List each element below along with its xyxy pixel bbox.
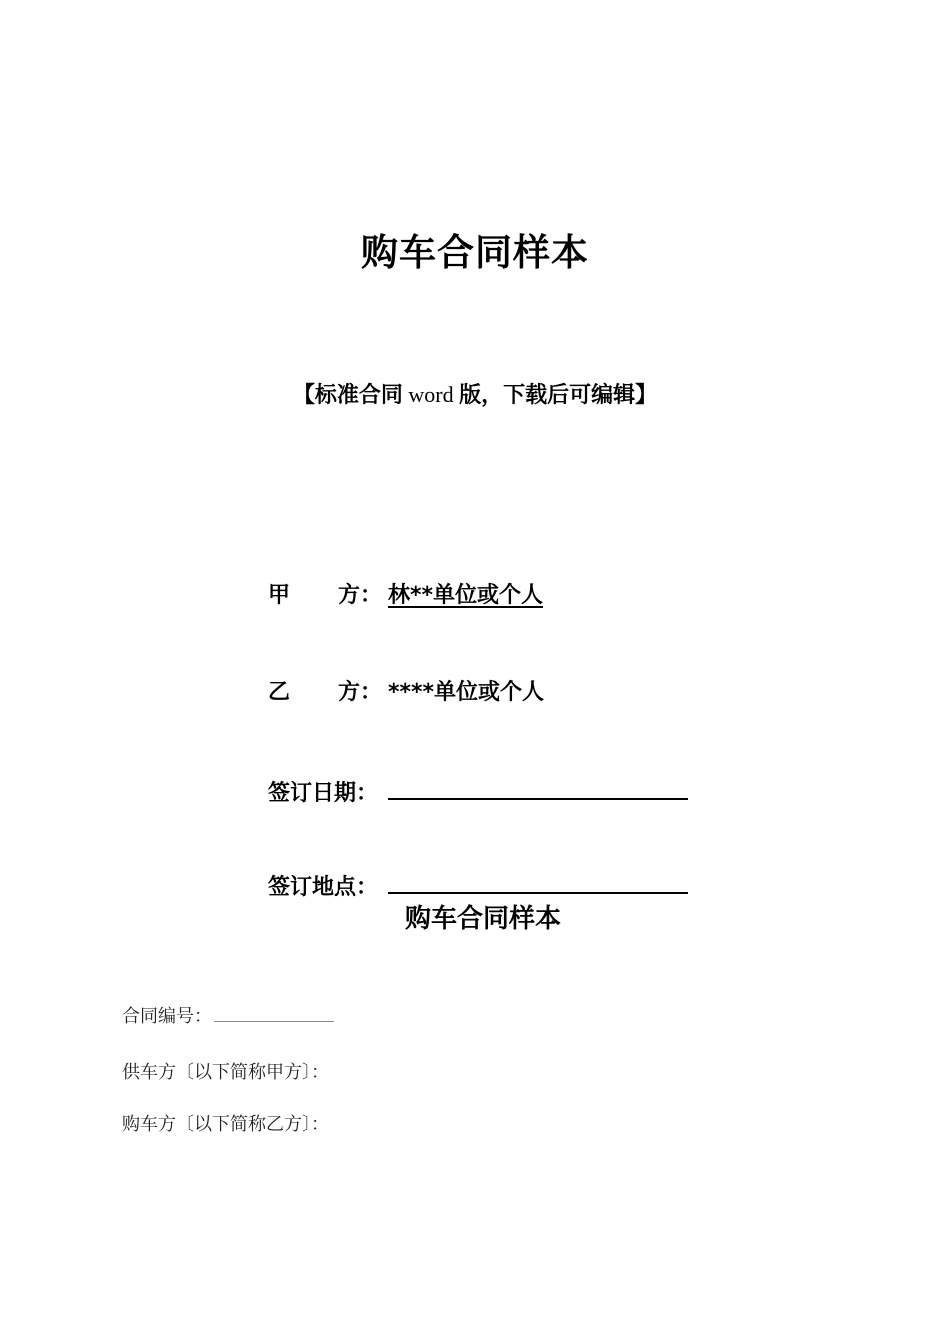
subtitle-prefix: 【标准合同: [292, 383, 403, 408]
sign-date-label: 签订日期：: [268, 781, 379, 806]
cover-title: 购车合同样本: [361, 231, 589, 274]
subtitle-word: word: [402, 382, 460, 407]
contract-number-line: [122, 1002, 334, 1028]
buyer-line: 购车方〔以下简称乙方〕：: [122, 1114, 329, 1135]
party-b-value: ****单位或个人: [388, 680, 545, 705]
contract-number-label: 合同编号：: [122, 1006, 212, 1027]
cover-subtitle: [0, 378, 950, 409]
sign-place-row: [268, 870, 688, 901]
seller-line: 供车方〔以下简称甲方〕：: [122, 1062, 329, 1083]
sign-date-blank[interactable]: [388, 776, 688, 800]
sign-place-blank[interactable]: [388, 870, 688, 894]
contract-number-blank[interactable]: [214, 1003, 334, 1022]
party-b-label: 乙 方：: [268, 680, 383, 705]
party-a-value: 林**单位或个人: [388, 583, 544, 608]
party-a-row: [268, 578, 543, 609]
party-a-label: 甲 方：: [268, 583, 383, 608]
contract-title: 购车合同样本: [404, 904, 561, 934]
subtitle-suffix: 版，下载后可编辑】: [459, 383, 658, 408]
sign-place-label: 签订地点：: [268, 875, 379, 900]
party-b-row: [268, 675, 544, 706]
sign-date-row: [268, 776, 688, 807]
